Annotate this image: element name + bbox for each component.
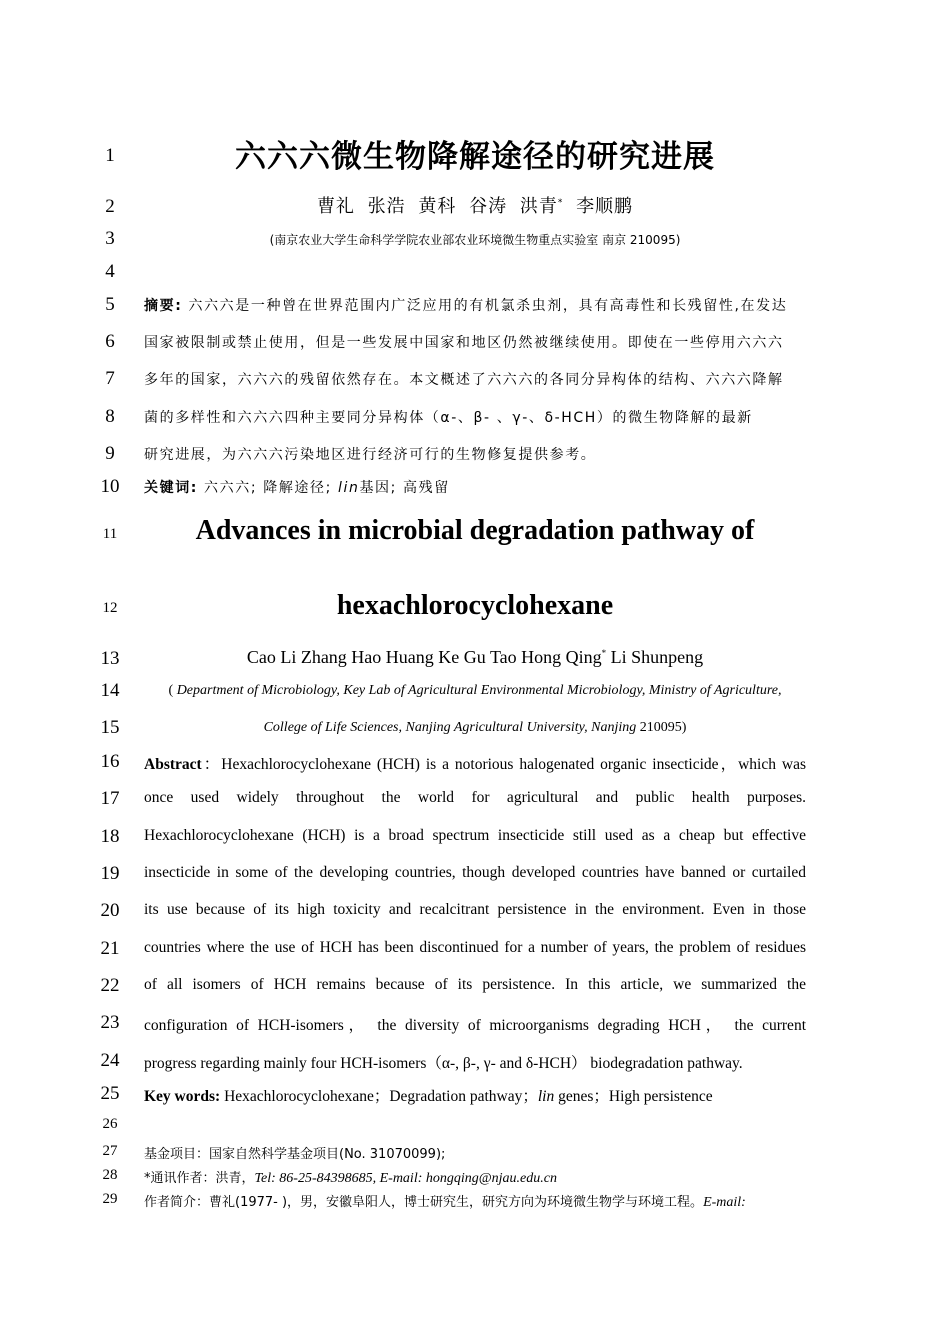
line-number: 5: [105, 294, 115, 315]
line-number: 25: [100, 1083, 120, 1104]
abstract-cn-line: 研究进展，为六六六污染地区进行经济可行的生物修复提供参考。: [144, 447, 597, 463]
postal-code: 210095): [636, 720, 687, 735]
abstract-cn-label: 摘要:: [144, 298, 183, 314]
abstract-en-line: insecticide in some of the developing countries, though developed countries have banned or curtailed: [144, 864, 806, 881]
authors-cn-names: 曹礼 张浩 黄科 谷涛 洪青: [316, 196, 558, 217]
abstract-en-line: countries where the use of HCH has been discontinued for a number of years, the problem of residues: [144, 939, 806, 956]
abstract-en-line: of all isomers of HCH remains because of its persistence. In this article, we summarized the: [144, 976, 806, 993]
line-number: 27: [102, 1143, 118, 1159]
line-number: 1: [105, 145, 115, 166]
line-number: 7: [105, 368, 115, 389]
footnote-author-bio: [144, 1191, 806, 1211]
affiliation-en-text: Department of Microbiology, Key Lab of Agricultural Environmental Microbiology, Ministry of Agriculture,: [176, 683, 782, 698]
authors-en-last: Li Shunpeng: [606, 647, 704, 667]
abstract-en-line: configuration of HCH-isomers， the diversity of microorganisms degrading HCH， the current: [144, 1017, 806, 1034]
corresponding-mark: *: [557, 198, 564, 208]
line-number: 2: [105, 196, 115, 217]
affiliation-en-line1: [144, 683, 806, 699]
line-number: 16: [100, 751, 120, 772]
line-number: 20: [100, 900, 120, 921]
footnote-bio-text: 作者简介：曹礼(1977- )，男，安徽阜阳人，博士研究生，研究方向为环境微生物学与环境工程。: [144, 1195, 704, 1210]
affiliation-en-line2: [144, 720, 806, 736]
authors-cn-last: 李顺鹏: [576, 196, 634, 217]
line-number: 15: [100, 717, 120, 738]
line-number: 6: [105, 331, 115, 352]
line-number: 28: [102, 1167, 118, 1183]
authors-en-names: Cao Li Zhang Hao Huang Ke Gu Tao Hong Qing: [246, 647, 602, 667]
line-number: 26: [102, 1116, 118, 1132]
keywords-cn-gene: lin: [337, 480, 360, 496]
affiliation-en-text: College of Life Sciences, Nanjing Agricultural University, Nanjing: [263, 720, 637, 735]
abstract-cn-line: [144, 295, 806, 315]
footnote-corresponding: [144, 1167, 806, 1187]
line-number: 14: [100, 680, 120, 701]
line-number: 11: [102, 526, 118, 542]
line-number: 21: [100, 938, 120, 959]
abstract-cn-text: 六六六是一种曾在世界范围内广泛应用的有机氯杀虫剂，具有高毒性和长残留性,在发达: [188, 298, 788, 314]
line-number: 19: [100, 863, 120, 884]
abstract-en-line: its use because of its high toxicity and recalcitrant persistence in the environment. Even in those: [144, 901, 806, 918]
line-number: 24: [100, 1050, 120, 1071]
paper-title-en-line2: hexachlorocyclohexane: [336, 590, 614, 621]
line-number: 18: [100, 826, 120, 847]
abstract-cn-line: 国家被限制或禁止使用，但是一些发展中国家和地区仍然被继续使用。即使在一些停用六六六: [144, 335, 784, 351]
line-number: 8: [105, 406, 115, 427]
line-number: 23: [100, 1012, 120, 1033]
line-number: 3: [105, 228, 115, 249]
abstract-en-line: once used widely throughout the world for agricultural and public health purposes.: [144, 789, 806, 806]
authors-cn: [144, 192, 806, 218]
line-number: 12: [102, 600, 118, 616]
abstract-en-line: [144, 752, 806, 774]
authors-en: [144, 647, 806, 668]
keywords-en-gene: lin: [537, 1088, 555, 1105]
paper-title-en-line1: Advances in microbial degradation pathway of: [195, 515, 755, 546]
paren: (: [168, 683, 177, 698]
abstract-cn-line: 菌的多样性和六六六四种主要同分异构体（α-、β- 、γ-、δ-HCH）的微生物降解的最新: [144, 410, 753, 426]
keywords-en: [144, 1084, 806, 1106]
line-number: 13: [100, 648, 120, 669]
line-number: 9: [105, 443, 115, 464]
abstract-en-label: Abstract: [144, 756, 202, 773]
keywords-cn-text: 六六六; 降解途径;: [198, 480, 338, 496]
line-number: 22: [100, 975, 120, 996]
affiliation-cn: (南京农业大学生命科学学院农业部农业环境微生物重点实验室 南京 210095): [269, 233, 681, 247]
abstract-en-text: ：Hexachlorocyclohexane (HCH) is a notorious halogenated organic insecticide，which was: [201, 756, 806, 773]
line-number: 10: [100, 476, 120, 497]
abstract-en-line: progress regarding mainly four HCH-isomers（α-, β-, γ- and δ-HCH） biodegradation pathway.: [144, 1055, 743, 1072]
abstract-en-line: Hexachlorocyclohexane (HCH) is a broad spectrum insecticide still used as a cheap but effective: [144, 827, 806, 844]
line-number: 4: [105, 261, 115, 282]
corresponding-mark: *: [601, 648, 607, 658]
footnote-corresponding-contact: Tel: 86-25-84398685, E-mail: hongqing@njau.edu.cn: [254, 1171, 557, 1186]
paper-title-cn: 六六六微生物降解途径的研究进展: [235, 139, 715, 175]
abstract-cn-line: 多年的国家，六六六的残留依然存在。本文概述了六六六的各同分异构体的结构、六六六降解: [144, 372, 784, 388]
keywords-cn-text: 基因; 高残留: [359, 480, 450, 496]
line-number: 29: [102, 1191, 118, 1207]
keywords-en-text: Hexachlorocyclohexane；Degradation pathway；: [220, 1088, 538, 1105]
footnote-fund: 基金项目：国家自然科学基金项目(No. 31070099);: [144, 1147, 446, 1162]
keywords-en-text: genes；High persistence: [554, 1088, 713, 1105]
line-number: 17: [100, 788, 120, 809]
keywords-cn-label: 关键词:: [144, 480, 198, 496]
footnote-bio-email: E-mail:: [703, 1195, 746, 1210]
keywords-en-label: Key words:: [144, 1088, 221, 1105]
footnote-corresponding-prefix: *通讯作者：洪青，: [144, 1171, 255, 1186]
keywords-cn: [144, 477, 806, 497]
